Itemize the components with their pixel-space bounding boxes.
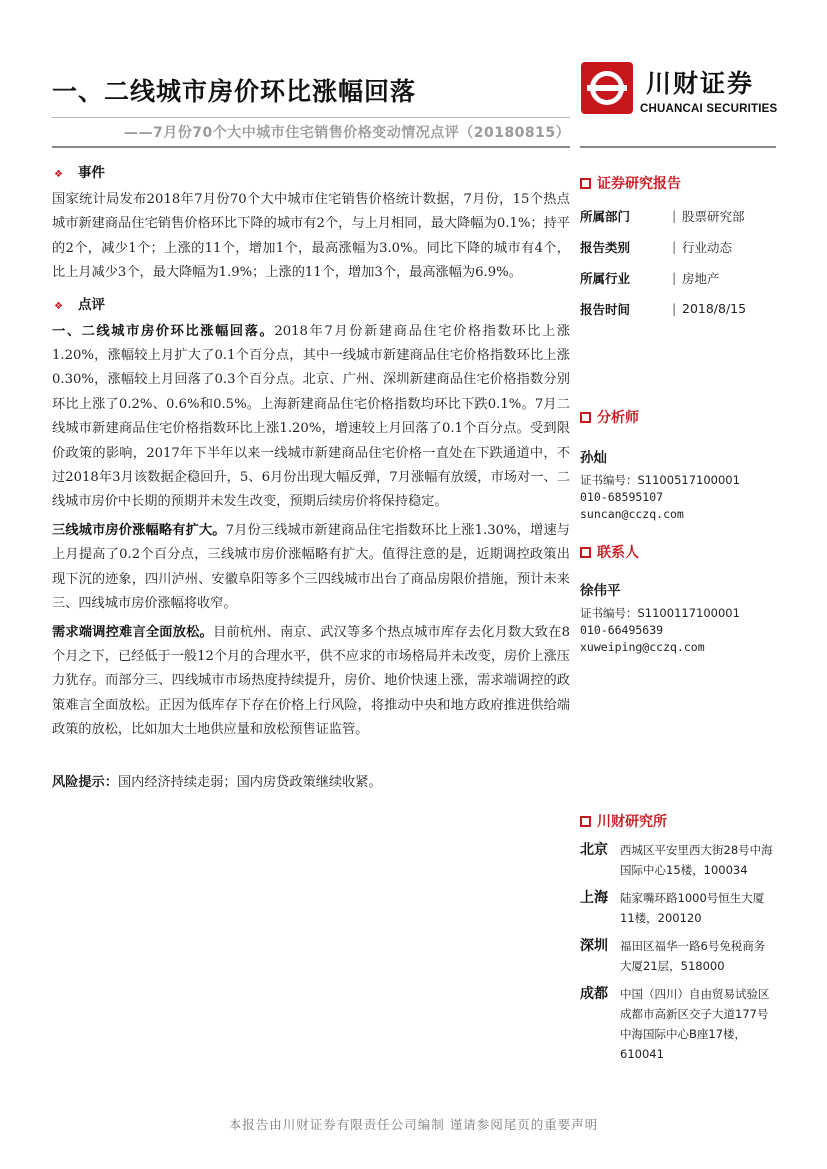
page-title: 一、二线城市房价环比涨幅回落 <box>52 77 417 106</box>
event-paragraph: 国家统计局发布2018年7月份70个大中城市住宅销售价格统计数据，7月份，15个热点城市新建商品住宅销售价格环比下降的城市有2个，与上月相同，最大降幅为0.1%；持平的2个，减少1个；上涨的11个，增加1个，最高涨幅为3.0%。同比下降的城市有4个，比上月减少3个，最大降幅为1.9%；上涨的11个，增加3个，最高涨幅为6.9%。 <box>52 192 570 281</box>
square-bullet-icon <box>580 547 591 558</box>
paragraph-lead: 一、二线城市房价环比涨幅回落。 <box>52 323 275 339</box>
square-bullet-icon <box>580 178 591 189</box>
analyst-cert: 证书编号：S1100517100001 <box>580 473 740 487</box>
office-address: 成都 中国（四川）自由贸易试验区成都市高新区交子大道177号中海国际中心B座17楼，610041 <box>580 986 770 1061</box>
page-subtitle: ——7月份70个大中城市住宅销售价格变动情况点评（20180815） <box>124 125 571 141</box>
main-content <box>52 158 570 795</box>
contact-cert: 证书编号：S1100117100001 <box>580 606 740 620</box>
section-heading-comment: ❖ 点评 <box>52 290 570 320</box>
chuancai-logo-icon <box>581 62 633 114</box>
report-info-row: 所属行业 | 房地产 <box>580 270 720 286</box>
contact-phone: 010-66495639 <box>580 623 664 637</box>
sidebar-heading-report: 证券研究报告 <box>580 170 776 198</box>
paragraph-lead: 三线城市房价涨幅略有扩大。 <box>52 522 226 538</box>
report-info-row: 报告时间 | 2018/8/15 <box>580 301 747 317</box>
paragraph-lead: 需求端调控难言全面放松。 <box>52 624 213 640</box>
diamond-bullet-icon: ❖ <box>54 300 63 312</box>
office-address: 深圳 福田区福华一路6号免税商务大厦21层，518000 <box>580 938 766 973</box>
comment-paragraph-2: 三线城市房价涨幅略有扩大。7月份三线城市新建商品住宅指数环比上涨1.30%，增速与上月提高了0.2个百分点，三线城市房价涨幅略有扩大。值得注意的是，近期调控政策出现下沉的迹象，四川泸州、安徽阜阳等多个三四线城市出台了商品房限价措施，预计未来三、四线城市房价涨幅将收窄。 <box>52 522 570 612</box>
logo-text-cn: 川财证券 <box>646 69 755 98</box>
sidebar-heading-institute: 川财研究所 <box>580 808 776 836</box>
section-heading-event: ❖ 事件 <box>52 158 570 188</box>
risk-warning: 风险提示：国内经济持续走弱；国内房贷政策继续收紧。 <box>52 774 382 790</box>
office-address: 北京 西城区平安里西大街28号中海国际中心15楼，100034 <box>580 842 773 877</box>
footer-disclaimer: 本报告由川财证券有限责任公司编制 谨请参阅尾页的重要声明 <box>228 1117 599 1132</box>
logo-text-en: CHUANCAI SECURITIES <box>640 103 778 115</box>
comment-paragraph-1: 一、二线城市房价环比涨幅回落。2018年7月份新建商品住宅价格指数环比上涨1.20%，涨幅较上月扩大了0.1个百分点，其中一线城市新建商品住宅价格指数环比上涨0.30%，涨幅较上月回落了0.3个百分点。北京、广州、深圳新建商品住宅价格指数分别环比上涨了0.2%、0.6%和0.5%。上海新建商品住宅价格指数均环比下跌0.1%。7月二线城市新建商品住宅价格指数环比上涨1.20%，增速较上月回落了0.1个百分点。受到限价政策的影响，2017年下半年以来一线城市新建商品住宅价格一直处在下跌通道中，不过2018年3月该数据企稳回升，5、6月份出现大幅反弹，7月涨幅有放缓，市场对一、二线城市房价中长期的预期并未发生改变，预期后续房价将保持稳定。 <box>52 323 571 510</box>
report-info-row: 所属部门 | 股票研究部 <box>580 208 745 224</box>
contact-name: 徐伟平 <box>580 583 621 599</box>
contact-email[interactable]: xuweiping@cczq.com <box>580 640 705 654</box>
office-address: 上海 陆家嘴环路1000号恒生大厦11楼，200120 <box>580 890 765 925</box>
diamond-bullet-icon: ❖ <box>54 169 63 180</box>
title-divider <box>52 117 570 118</box>
square-bullet-icon <box>580 412 591 423</box>
analyst-email[interactable]: suncan@cczq.com <box>580 507 684 521</box>
analyst-phone: 010-68595107 <box>580 490 664 504</box>
report-info-row: 报告类别 | 行业动态 <box>580 239 733 255</box>
sidebar-heading-contact: 联系人 <box>580 539 776 567</box>
subtitle-divider <box>52 146 570 148</box>
analyst-name: 孙灿 <box>580 450 607 466</box>
sidebar-heading-analyst: 分析师 <box>580 404 776 432</box>
sidebar-divider <box>580 146 776 148</box>
square-bullet-icon <box>580 816 591 827</box>
sidebar <box>580 170 776 1072</box>
comment-paragraph-3: 需求端调控难言全面放松。目前杭州、南京、武汉等多个热点城市库存去化月数大致在8个月之下，已经低于一般12个月的合理水平，供不应求的市场格局并未改变，房价上涨压力犹存。而部分三、四线城市市场热度持续提升，房价、地价快速上涨，需求端调控的政策难言全面放松。正因为低库存下存在价格上行风险，将推动中央和地方政府推进供给端政策的放松，比如加大土地供应量和放松预售证监管。 <box>52 624 571 738</box>
